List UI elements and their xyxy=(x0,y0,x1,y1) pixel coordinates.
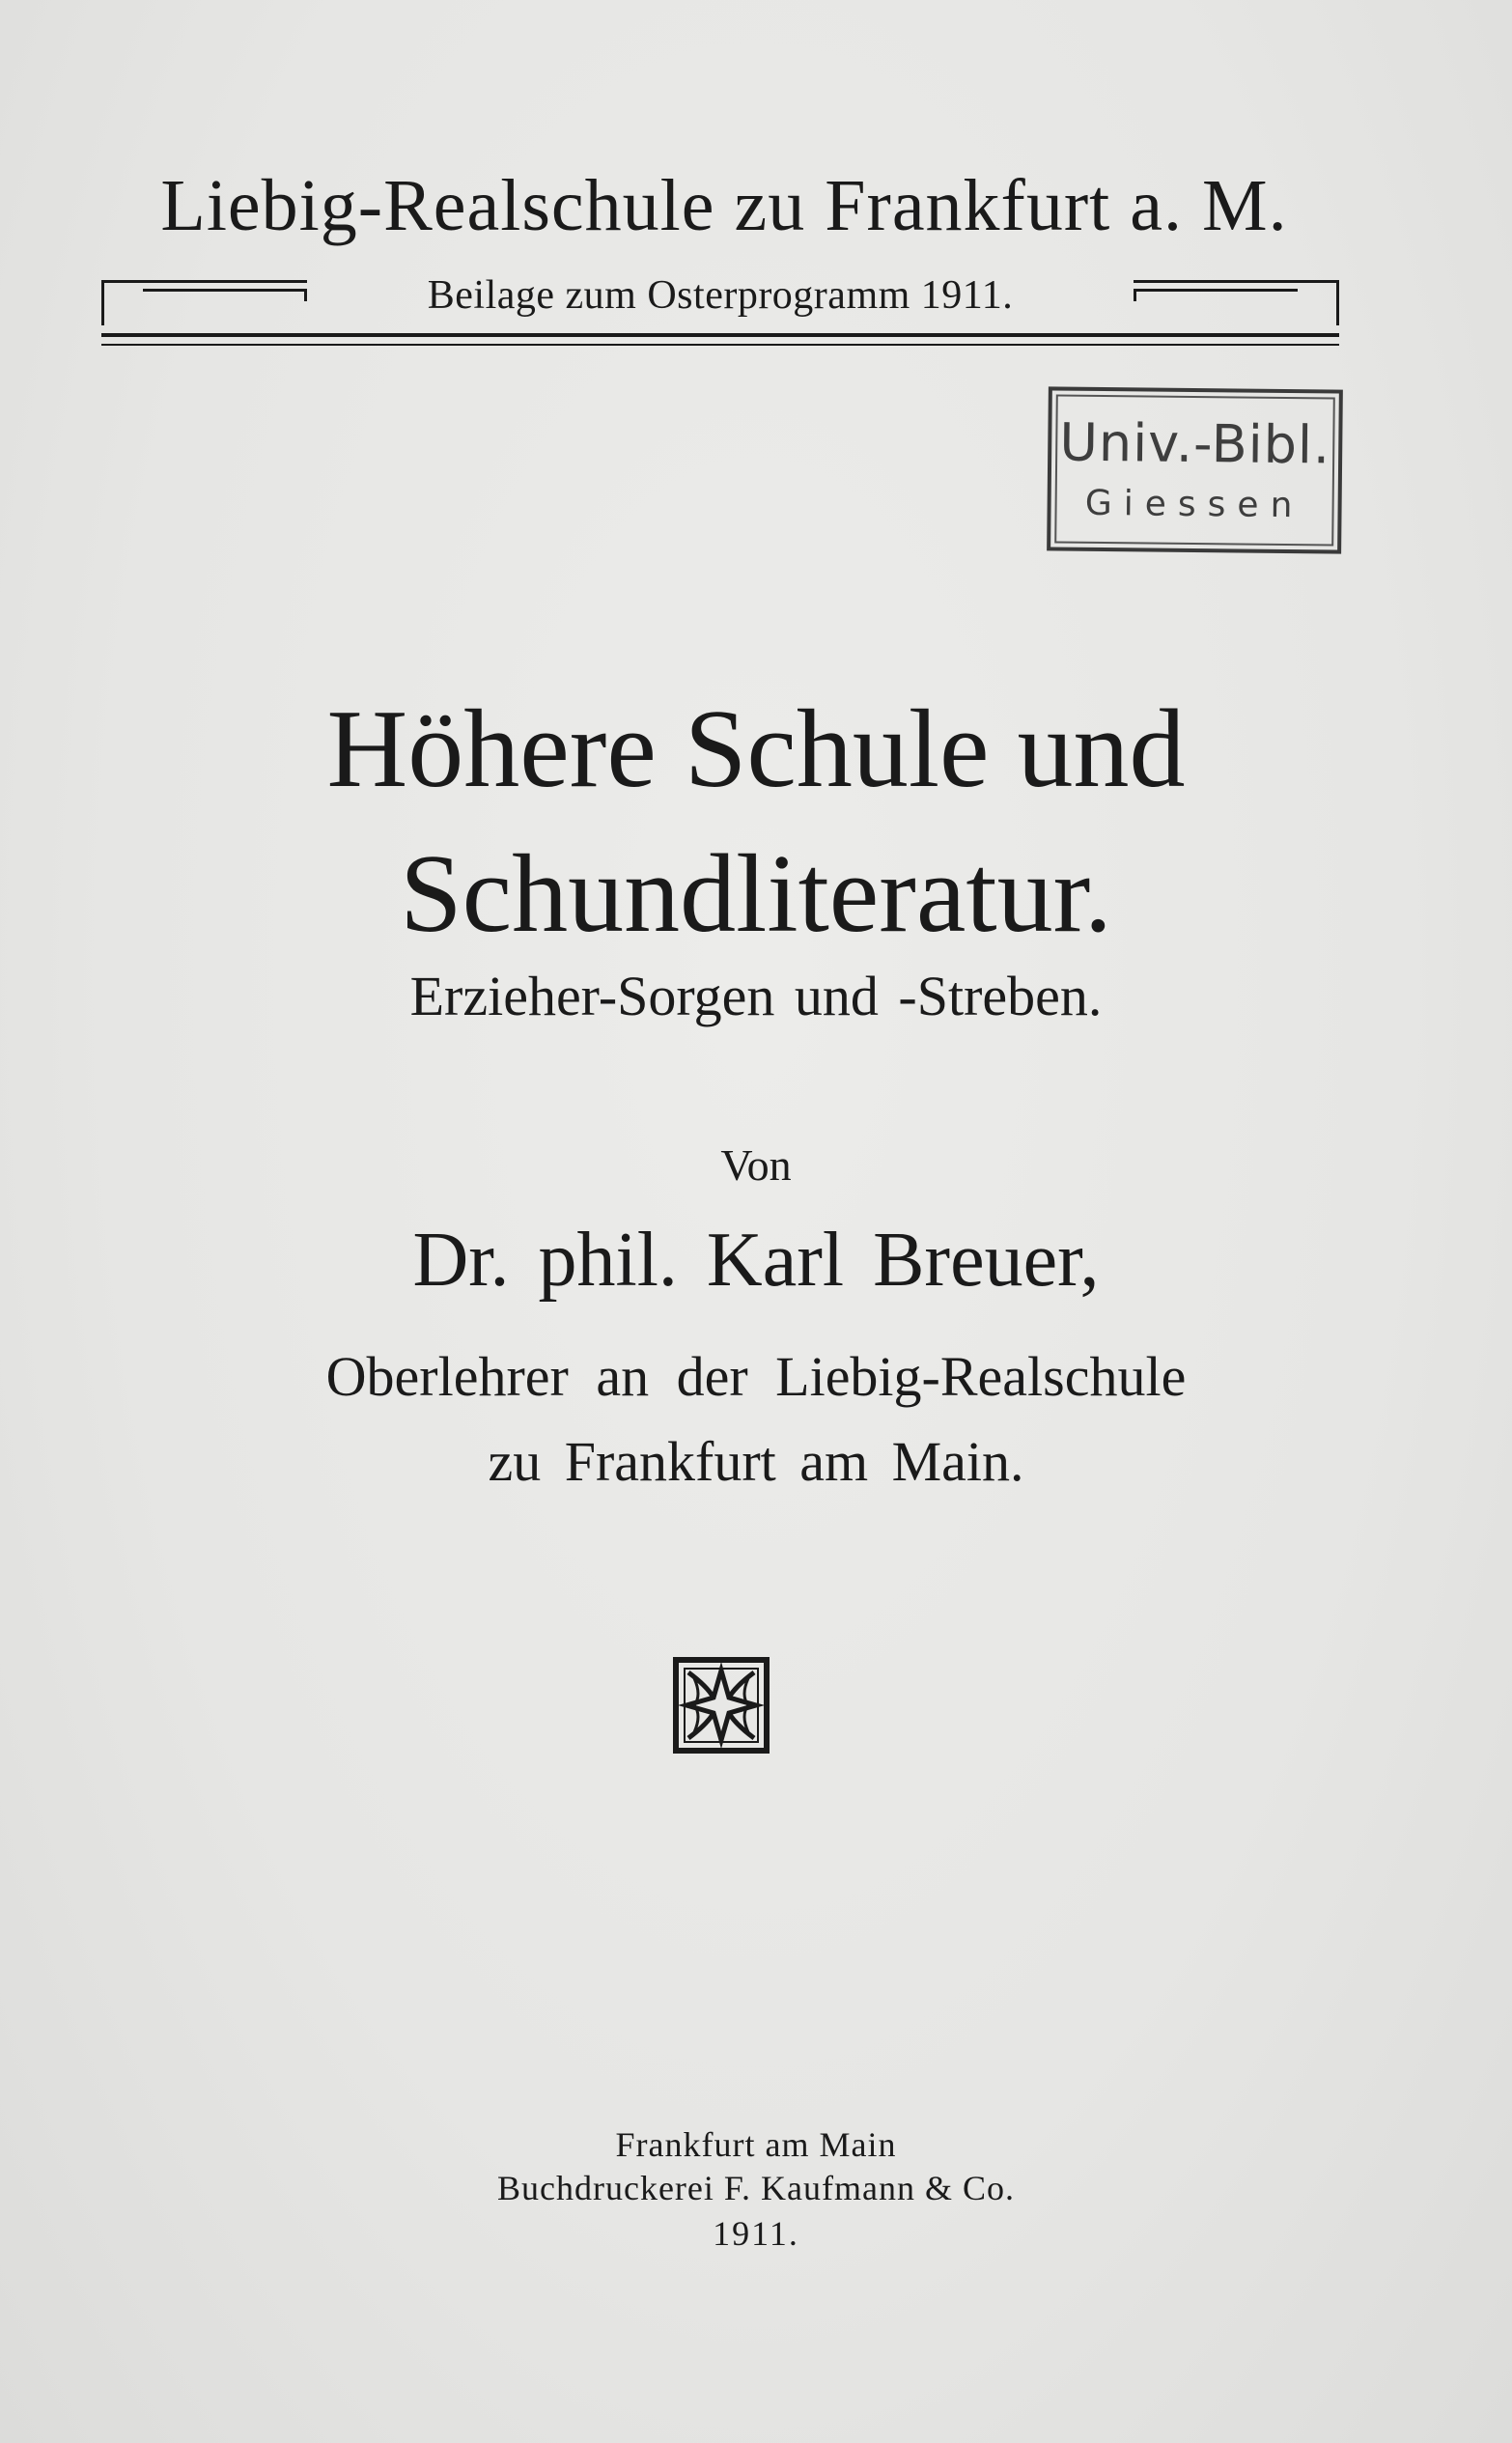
library-stamp xyxy=(1047,386,1343,553)
stamp-line-1: Univ.-Bibl. xyxy=(1059,411,1331,476)
supplement-text: Beilage zum Osterprogramm 1911. xyxy=(427,273,1014,318)
header-rule-thick xyxy=(101,333,1339,337)
supplement-row xyxy=(101,272,1339,330)
printer-ornament-icon xyxy=(673,1657,770,1754)
by-label: Von xyxy=(720,1140,792,1190)
author-name: Dr. phil. Karl Breuer, xyxy=(412,1218,1100,1303)
imprint-printer: Buchdruckerei F. Kaufmann & Co. xyxy=(496,2169,1015,2207)
author-position-line-2: zu Frankfurt am Main. xyxy=(488,1430,1024,1493)
stamp-line-2: Giessen xyxy=(1084,483,1304,526)
subtitle: Erzieher-Sorgen und -Streben. xyxy=(409,965,1103,1027)
title-line-2: Schundliteratur. xyxy=(400,832,1112,956)
imprint-year: 1911. xyxy=(713,2214,799,2253)
right-bracket-ornament xyxy=(1134,280,1339,325)
imprint-city: Frankfurt am Main xyxy=(615,2125,897,2164)
author-position-line-1: Oberlehrer an der Liebig-Realschule xyxy=(325,1345,1187,1408)
title-line-1: Höhere Schule und xyxy=(326,688,1186,811)
header-rule-thin xyxy=(101,344,1339,346)
school-name: Liebig-Realschule zu Frankfurt a. M. xyxy=(160,165,1288,246)
